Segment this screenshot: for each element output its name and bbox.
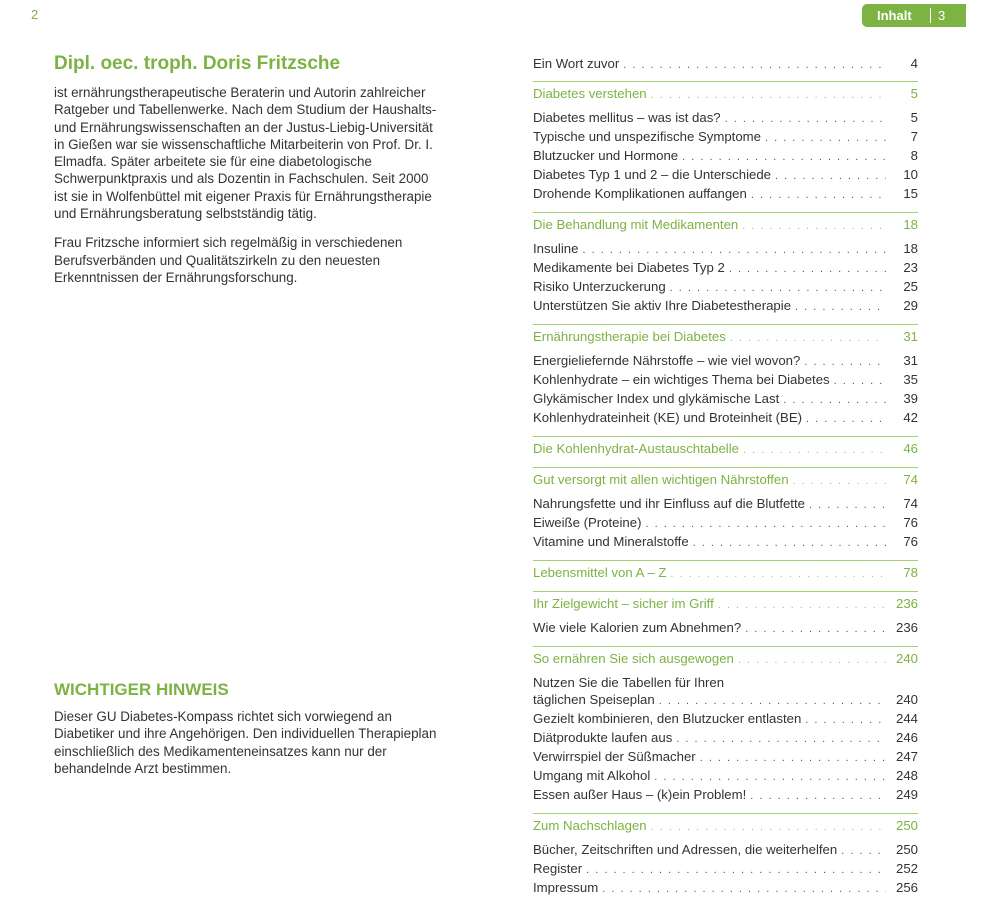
toc-entry-page: 76	[903, 515, 918, 530]
toc-leader-dots	[804, 354, 886, 371]
toc-entry[interactable]	[533, 879, 918, 898]
toc-entry[interactable]	[533, 860, 918, 879]
toc-leader-dots	[738, 652, 886, 669]
toc-entry[interactable]	[533, 786, 918, 805]
toc-leader-dots	[750, 788, 886, 805]
toc-entry[interactable]	[533, 533, 918, 552]
toc-chapter-page: 236	[895, 596, 918, 611]
toc-entry-title: Gezielt kombinieren, den Blutzucker entlasten	[533, 711, 802, 726]
toc-leader-dots	[795, 299, 886, 316]
toc-section	[533, 591, 918, 638]
toc-section-divider	[533, 646, 918, 647]
toc-leader-dots	[751, 187, 886, 204]
toc-leader-dots	[775, 168, 886, 185]
toc-entry[interactable]	[533, 240, 918, 259]
toc-chapter-heading[interactable]	[533, 595, 918, 614]
toc-entry-page: 5	[910, 110, 918, 125]
toc-entry[interactable]	[533, 147, 918, 166]
toc-entry[interactable]	[533, 128, 918, 147]
toc-chapter-page: 250	[895, 818, 918, 833]
toc-leader-dots	[745, 621, 886, 638]
author-bio: ist ernährungstherapeutische Beraterin und Autorin zahlreicher Ratgeber und Tabellenwerke. Nach dem Studium der Haushalts- und Ernährungswissenschaften an der Justus-Liebig-Universität in Gießen war sie wissenschaftliche Mitarbeiterin von Prof. Dr. I. Elmadfa. Später arbeitete sie für eine diabetologische Schwerpunktpraxis und als Dozentin in Fachschulen. Seit 2000 ist sie in Wolfenbüttel mit eigener Praxis für Ernährungstherapie und Ernährungsberatung selbstständig tätig.	[54, 85, 437, 222]
toc-section-divider	[533, 591, 918, 592]
toc-entry[interactable]	[533, 390, 918, 409]
toc-leader-dots	[693, 535, 886, 552]
toc-chapter-title: Diabetes verstehen	[533, 86, 647, 101]
toc-entry-title: Diätprodukte laufen aus	[533, 730, 673, 745]
toc-section-divider	[533, 212, 918, 213]
toc-entry-page: 246	[895, 730, 918, 745]
toc-leader-dots	[670, 566, 886, 583]
toc-chapter-title: Die Kohlenhydrat-Austauschtabelle	[533, 441, 739, 456]
toc-leader-dots	[651, 819, 886, 836]
toc-entry-title: Register	[533, 861, 583, 876]
toc-chapter-heading[interactable]	[533, 328, 918, 347]
toc-entry-title: Risiko Unterzuckerung	[533, 279, 666, 294]
toc-section-divider	[533, 436, 918, 437]
toc-entry-title: Vitamine und Mineralstoffe	[533, 534, 689, 549]
toc-section-divider	[533, 324, 918, 325]
author-bio-continued: Frau Fritzsche informiert sich regelmäßig in verschiedenen Berufsverbänden und Qualitätszirkeln zu den neuesten Erkenntnissen der Ernährungsforschung.	[54, 235, 403, 285]
toc-chapter-title: Gut versorgt mit allen wichtigen Nährstoffen	[533, 472, 789, 487]
toc-entry-page: 42	[903, 410, 918, 425]
toc-entry[interactable]	[533, 514, 918, 533]
toc-entry-title: Unterstützen Sie aktiv Ihre Diabetestherapie	[533, 298, 792, 313]
toc-chapter-heading[interactable]	[533, 817, 918, 836]
toc-chapter-title: So ernähren Sie sich ausgewogen	[533, 651, 734, 666]
toc-entry[interactable]	[533, 748, 918, 767]
author-info	[54, 53, 440, 298]
toc-chapter-heading[interactable]	[533, 440, 918, 459]
toc-chapter-title: Lebensmittel von A – Z	[533, 565, 667, 580]
toc-entry-page: 39	[903, 391, 918, 406]
toc-leader-dots	[806, 411, 886, 428]
toc-leader-dots	[654, 769, 886, 786]
toc-leader-dots	[783, 392, 886, 409]
toc-entry-page: 252	[895, 861, 918, 876]
toc-entry-page: 250	[895, 842, 918, 857]
toc-leader-dots	[805, 712, 886, 729]
toc-entry[interactable]	[533, 691, 918, 710]
toc-entry-page: 8	[910, 148, 918, 163]
author-name: Dipl. oec. troph. Doris Fritzsche	[54, 53, 341, 74]
toc-entry-title: Essen außer Haus – (k)ein Problem!	[533, 787, 747, 802]
toc-entry[interactable]	[533, 729, 918, 748]
toc-chapter-heading[interactable]	[533, 650, 918, 669]
toc-leader-dots	[743, 442, 886, 459]
toc-entry[interactable]	[533, 409, 918, 428]
right-page-number: 3	[938, 8, 946, 23]
toc-entry-page: 35	[903, 372, 918, 387]
toc-entry-title: Diabetes mellitus – was ist das?	[533, 110, 721, 125]
toc-chapter-heading[interactable]	[533, 216, 918, 235]
toc-entry-title: Energieliefernde Nährstoffe – wie viel wovon?	[533, 353, 801, 368]
toc-entry[interactable]	[533, 495, 918, 514]
toc-entry-page: 18	[903, 241, 918, 256]
toc-entry-page: 74	[903, 496, 918, 511]
toc-leader-dots	[586, 862, 886, 879]
toc-leader-dots	[729, 261, 886, 278]
toc-entry-page: 244	[895, 711, 918, 726]
toc-leader-dots	[765, 130, 886, 147]
toc-entry-page: 31	[903, 353, 918, 368]
toc-entry[interactable]	[533, 619, 918, 638]
toc-leader-dots	[582, 242, 886, 259]
section-tab	[862, 4, 966, 27]
toc-entry[interactable]	[533, 259, 918, 278]
toc-entry[interactable]	[533, 109, 918, 128]
toc-entry-title: Wie viele Kalorien zum Abnehmen?	[533, 620, 742, 635]
toc-entry-page: 236	[895, 620, 918, 635]
toc-entry-title: Eiweiße (Proteine)	[533, 515, 642, 530]
toc-leader-dots	[793, 473, 886, 490]
toc-chapter-page: 18	[903, 217, 918, 232]
toc-entry-page: 25	[903, 279, 918, 294]
toc-chapter-title: Zum Nachschlagen	[533, 818, 647, 833]
toc-section	[533, 646, 918, 805]
toc-section	[533, 560, 918, 583]
toc-leader-dots	[659, 693, 886, 710]
toc-entry-page: 247	[895, 749, 918, 764]
toc-entry-title: Umgang mit Alkohol	[533, 768, 651, 783]
toc-chapter-heading[interactable]	[533, 85, 918, 104]
toc-leader-dots	[623, 57, 886, 74]
toc-entry-page: 240	[895, 692, 918, 707]
notice-text: Dieser GU Diabetes-Kompass richtet sich vorwiegend an Diabetiker und ihre Angehörigen. Den individuellen Therapieplan einschließlich des Medikamenteneinsatzes kann nur der behandelnde Arzt bestimmen.	[54, 709, 437, 776]
toc-leader-dots	[645, 516, 886, 533]
toc-entry-title: Kohlenhydrateinheit (KE) und Broteinheit (BE)	[533, 410, 803, 425]
toc-entry-page: 4	[910, 56, 918, 71]
toc-entry-title: Nutzen Sie die Tabellen für Ihren	[533, 675, 725, 690]
toc-chapter-title: Ihr Zielgewicht – sicher im Griff	[533, 596, 714, 611]
toc-entry-page: 23	[903, 260, 918, 275]
toc-leader-dots	[651, 87, 886, 104]
toc-entry-page: 15	[903, 186, 918, 201]
toc-entry[interactable]	[533, 352, 918, 371]
toc-chapter-page: 31	[903, 329, 918, 344]
toc-entry[interactable]	[533, 674, 918, 691]
toc-sections	[533, 81, 918, 898]
toc-entry-title: täglichen Speiseplan	[533, 692, 655, 707]
toc-leader-dots	[682, 149, 886, 166]
toc-entry-title: Blutzucker und Hormone	[533, 148, 679, 163]
toc-entry[interactable]	[533, 710, 918, 729]
toc-entry[interactable]	[533, 841, 918, 860]
toc-entry[interactable]	[533, 166, 918, 185]
toc-entry-title: Kohlenhydrate – ein wichtiges Thema bei Diabetes	[533, 372, 830, 387]
toc-entry[interactable]	[533, 55, 918, 74]
toc-entry-title: Impressum	[533, 880, 599, 895]
toc-section	[533, 467, 918, 552]
toc-chapter-heading[interactable]	[533, 471, 918, 490]
toc-section-divider	[533, 560, 918, 561]
toc-chapter-title: Die Behandlung mit Medikamenten	[533, 217, 739, 232]
toc-entry-page: 29	[903, 298, 918, 313]
toc-entry-title: Insuline	[533, 241, 579, 256]
toc-leader-dots	[700, 750, 886, 767]
toc-entry[interactable]	[533, 297, 918, 316]
toc-section	[533, 324, 918, 428]
toc-section-divider	[533, 81, 918, 82]
toc-chapter-page: 78	[903, 565, 918, 580]
toc-leader-dots	[676, 731, 886, 748]
toc-leader-dots	[809, 497, 886, 514]
toc-section-divider	[533, 467, 918, 468]
toc-entry-title: Bücher, Zeitschriften und Adressen, die weiterhelfen	[533, 842, 838, 857]
table-of-contents	[533, 55, 918, 906]
notice-title: WICHTIGER HINWEIS	[54, 680, 229, 699]
toc-leader-dots	[725, 111, 886, 128]
toc-entry[interactable]	[533, 767, 918, 786]
toc-leader-dots	[718, 597, 886, 614]
toc-section-divider	[533, 813, 918, 814]
toc-leader-dots	[730, 330, 886, 347]
section-tab-label: Inhalt	[877, 8, 912, 23]
toc-entry-title: Verwirrspiel der Süßmacher	[533, 749, 696, 764]
toc-entry-page: 249	[895, 787, 918, 802]
toc-entry[interactable]	[533, 278, 918, 297]
toc-chapter-page: 46	[903, 441, 918, 456]
toc-chapter-heading[interactable]	[533, 564, 918, 583]
toc-chapter-title: Ernährungstherapie bei Diabetes	[533, 329, 726, 344]
toc-chapter-page: 5	[910, 86, 918, 101]
toc-entry-title: Diabetes Typ 1 und 2 – die Unterschiede	[533, 167, 772, 182]
toc-entry-page: 7	[910, 129, 918, 144]
section-tab-divider	[930, 8, 931, 23]
toc-section	[533, 212, 918, 316]
toc-entry-title: Medikamente bei Diabetes Typ 2	[533, 260, 725, 275]
toc-section	[533, 436, 918, 459]
toc-section	[533, 81, 918, 204]
toc-leader-dots	[602, 881, 886, 898]
toc-entry-page: 10	[903, 167, 918, 182]
toc-entry-title: Glykämischer Index und glykämische Last	[533, 391, 780, 406]
toc-entry-page: 76	[903, 534, 918, 549]
toc-leader-dots	[742, 218, 886, 235]
toc-entry-title: Ein Wort zuvor	[533, 56, 620, 71]
toc-entry-title: Nahrungsfette und ihr Einfluss auf die Blutfette	[533, 496, 805, 511]
toc-section	[533, 813, 918, 898]
toc-entry[interactable]	[533, 185, 918, 204]
toc-entry-page: 248	[895, 768, 918, 783]
toc-entry-title: Typische und unspezifische Symptome	[533, 129, 761, 144]
toc-entry-page: 256	[895, 880, 918, 895]
toc-entry[interactable]	[533, 371, 918, 390]
toc-chapter-page: 74	[903, 472, 918, 487]
toc-chapter-page: 240	[895, 651, 918, 666]
toc-leader-dots	[841, 843, 886, 860]
toc-leader-dots	[670, 280, 886, 297]
left-page-number: 2	[31, 7, 39, 22]
important-notice	[54, 680, 440, 777]
toc-entry-title: Drohende Komplikationen auffangen	[533, 186, 747, 201]
toc-leader-dots	[834, 373, 886, 390]
